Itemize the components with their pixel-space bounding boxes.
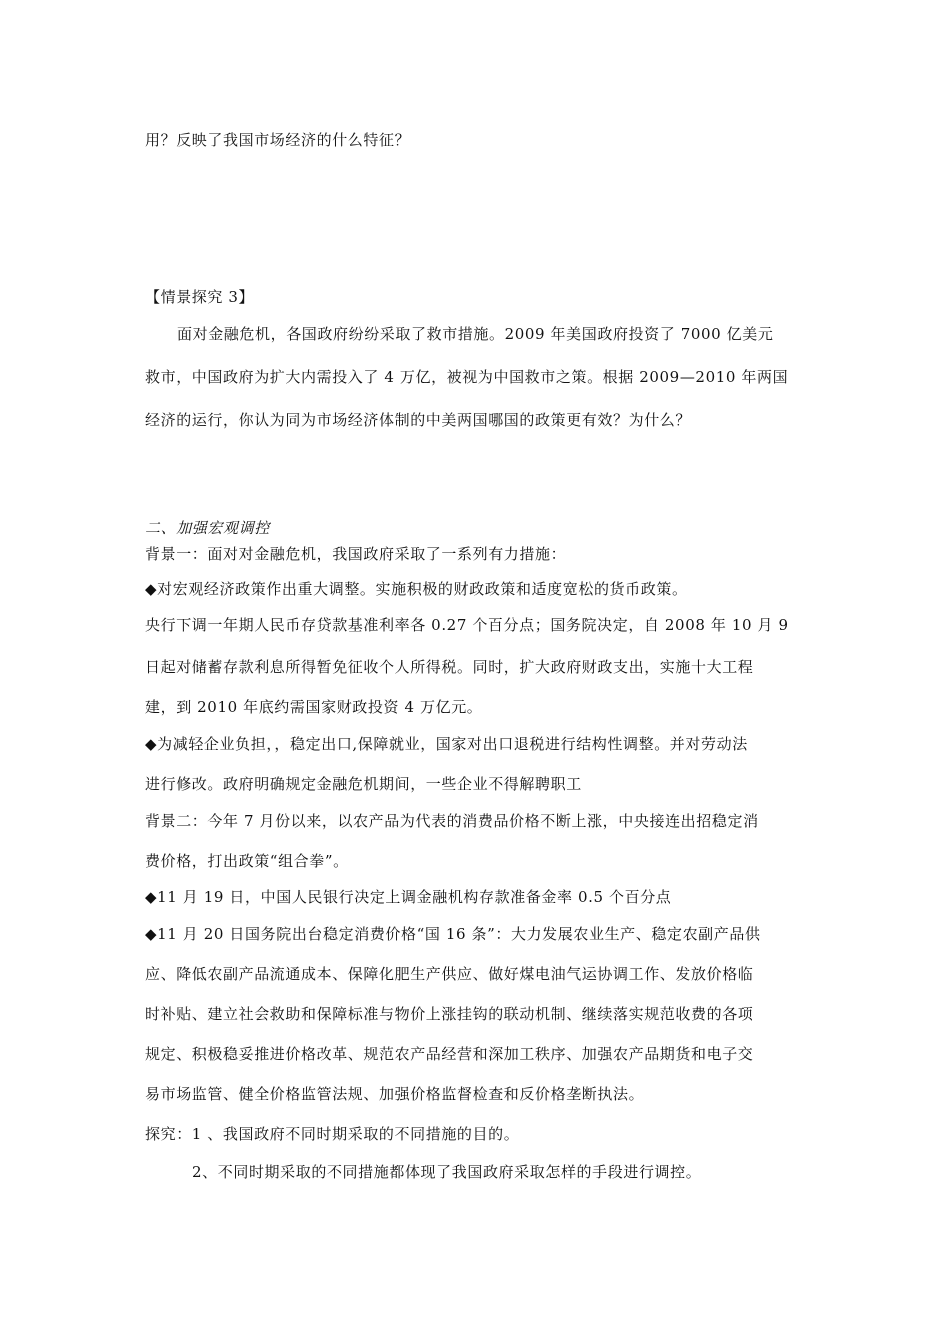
bullet-line: ◆对宏观经济政策作出重大调整。实施积极的财政政策和适度宽松的货币政策。 xyxy=(145,580,688,598)
paragraph-line: 建，到 2010 年底约需国家财政投资 4 万亿元。 xyxy=(145,698,483,716)
paragraph-line: 日起对储蓄存款利息所得暂免征收个人所得税。同时，扩大政府财政支出，实施十大工程 xyxy=(145,658,754,676)
paragraph-line: 时补贴、建立社会救助和保障标准与物价上涨挂钩的联动机制、继续落实规范收费的各项 xyxy=(145,1005,754,1023)
background-one-intro: 背景一：面对对金融危机，我国政府采取了一系列有力措施： xyxy=(145,545,567,563)
section-heading-scenario-3: 【情景探究 3】 xyxy=(145,288,255,306)
bullet-line: ◆11 月 20 日国务院出台稳定消费价格“国 16 条”：大力发展农业生产、稳定农副产品供 xyxy=(145,925,761,943)
paragraph-line: 应、降低农副产品流通成本、保障化肥生产供应、做好煤电油气运协调工作、发放价格临 xyxy=(145,965,754,983)
background-two-intro: 背景二：今年 7 月份以来，以农产品为代表的消费品价格不断上涨，中央接连出招稳定消 xyxy=(145,812,759,830)
inquiry-question-2: 2、不同时期采取的不同措施都体现了我国政府采取怎样的手段进行调控。 xyxy=(192,1163,702,1181)
paragraph-line: 规定、积极稳妥推进价格改革、规范农产品经营和深加工秩序、加强农产品期货和电子交 xyxy=(145,1045,754,1063)
bullet-line: ◆为减轻企业负担，，稳定出口,保障就业，国家对出口退税进行结构性调整。并对劳动法 xyxy=(145,735,748,753)
section-heading-macro-control: 二、加强宏观调控 xyxy=(145,519,270,537)
paragraph-line: 费价格，打出政策“组合拳”。 xyxy=(145,852,349,870)
inquiry-question-1: 探究：1 、我国政府不同时期采取的不同措施的目的。 xyxy=(145,1125,520,1143)
paragraph-line: 央行下调一年期人民币存贷款基准利率各 0.27 个百分点；国务院决定，自 2008 年 10 月 9 xyxy=(145,616,789,634)
question-continuation: 用？反映了我国市场经济的什么特征？ xyxy=(145,131,411,149)
paragraph-line: 易市场监管、健全价格监管法规、加强价格监督检查和反价格垄断执法。 xyxy=(145,1085,645,1103)
paragraph-line: 经济的运行，你认为同为市场经济体制的中美两国哪国的政策更有效？为什么？ xyxy=(145,411,692,429)
paragraph-line: 进行修改。政府明确规定金融危机期间，一些企业不得解聘职工 xyxy=(145,775,582,793)
paragraph-line: 面对金融危机，各国政府纷纷采取了救市措施。2009 年美国政府投资了 7000 亿美元 xyxy=(177,325,774,343)
bullet-line: ◆11 月 19 日，中国人民银行决定上调金融机构存款准备金率 0.5 个百分点 xyxy=(145,888,672,906)
paragraph-line: 救市，中国政府为扩大内需投入了 4 万亿，被视为中国救市之策。根据 2009—2010 年两国 xyxy=(145,368,789,386)
